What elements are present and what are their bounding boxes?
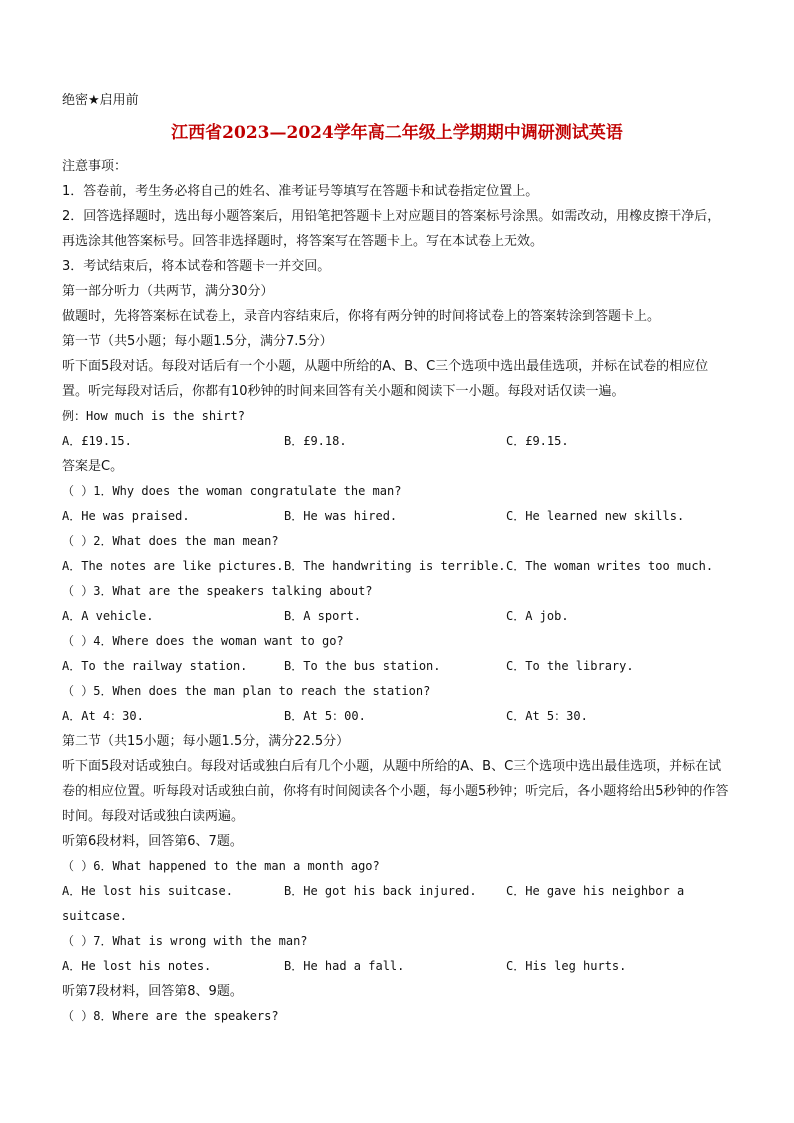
question-8: （ ）8．Where are the speakers?	[62, 1009, 279, 1023]
q6-option-c-continued: suitcase.	[62, 909, 128, 923]
section2-instruction: 听下面5段对话或独白。每段对话或独白后有几个小题，从题中所给的A、B、C三个选项中选出最佳选项，并标在试卷的相应位置。听每段对话或独白前，你将有时间阅读各个小题，每小题5秒钟；听完后，各小题将给出5秒钟的作答时间。每段对话或独白读两遍。	[62, 759, 729, 824]
q3-option-a: A．A vehicle.	[62, 609, 154, 623]
question-2-options	[62, 554, 732, 579]
q2-option-c: C．The woman writes too much.	[506, 559, 714, 573]
q4-option-a: A．To the railway station.	[62, 659, 248, 673]
part1-heading: 第一部分听力（共两节，满分30分）	[62, 284, 274, 299]
section1-heading: 第一节（共5小题；每小题1.5分，满分7.5分）	[62, 334, 333, 349]
q3-option-c: C．A job.	[506, 609, 569, 623]
note-item-3: 3．考试结束后，将本试卷和答题卡一并交回。	[62, 259, 331, 274]
q5-option-a: A．At 4：30.	[62, 709, 144, 723]
question-2: （ ）2．What does the man mean?	[62, 534, 279, 548]
q6-option-a: A．He lost his suitcase.	[62, 884, 233, 898]
q3-option-b: B．A sport.	[284, 609, 362, 623]
notes-heading: 注意事项：	[62, 159, 128, 174]
note-item-1: 1．答卷前，考生务必将自己的姓名、准考证号等填写在答题卡和试卷指定位置上。	[62, 184, 539, 199]
material-7-heading: 听第7段材料，回答第8、9题。	[62, 984, 243, 999]
example-option-b: B．£9.18.	[284, 434, 347, 448]
question-1-options	[62, 504, 732, 529]
confidential-mark: 绝密★启用前	[62, 93, 139, 108]
q2-option-b: B．The handwriting is terrible.	[284, 559, 506, 573]
q5-option-c: C．At 5：30.	[506, 709, 588, 723]
q1-option-b: B．He was hired.	[284, 509, 398, 523]
q4-option-b: B．To the bus station.	[284, 659, 441, 673]
q6-option-b: B．He got his back injured.	[284, 884, 477, 898]
example-question: 例：How much is the shirt?	[62, 409, 245, 423]
q5-option-b: B．At 5：00.	[284, 709, 366, 723]
q7-option-c: C．His leg hurts.	[506, 959, 627, 973]
q7-option-b: B．He had a fall.	[284, 959, 405, 973]
example-answer: 答案是C。	[62, 459, 124, 474]
part1-instruction: 做题时，先将答案标在试卷上，录音内容结束后，你将有两分钟的时间将试卷上的答案转涂到答题卡上。	[62, 309, 661, 324]
section1-instruction: 听下面5段对话。每段对话后有一个小题，从题中所给的A、B、C三个选项中选出最佳选项，并标在试卷的相应位置。听完每段对话后，你都有10秒钟的时间来回答有关小题和阅读下一小题。每段对话仅读一遍。	[62, 359, 709, 399]
example-option-c: C．£9.15.	[506, 434, 569, 448]
question-3: （ ）3．What are the speakers talking about?	[62, 584, 373, 598]
section2-heading: 第二节（共15小题；每小题1.5分，满分22.5分）	[62, 734, 350, 749]
material-6-heading: 听第6段材料，回答第6、7题。	[62, 834, 243, 849]
question-3-options	[62, 604, 732, 629]
question-1: （ ）1．Why does the woman congratulate the man?	[62, 484, 402, 498]
question-5: （ ）5．When does the man plan to reach the station?	[62, 684, 431, 698]
q7-option-a: A．He lost his notes.	[62, 959, 212, 973]
note-item-2: 2．回答选择题时，选出每小题答案后，用铅笔把答题卡上对应题目的答案标号涂黑。如需改动，用橡皮擦干净后，再选涂其他答案标号。回答非选择题时，将答案写在答题卡上。写在本试卷上无效。	[62, 209, 721, 249]
question-5-options	[62, 704, 732, 729]
question-7: （ ）7．What is wrong with the man?	[62, 934, 308, 948]
q4-option-c: C．To the library.	[506, 659, 634, 673]
question-6-options	[62, 879, 732, 904]
question-4: （ ）4．Where does the woman want to go?	[62, 634, 344, 648]
q1-option-a: A．He was praised.	[62, 509, 190, 523]
question-6: （ ）6．What happened to the man a month ago?	[62, 859, 380, 873]
question-7-options	[62, 954, 732, 979]
example-options	[62, 429, 732, 454]
question-4-options	[62, 654, 732, 679]
q6-option-c: C．He gave his neighbor a	[506, 884, 685, 898]
exam-title: 江西省2023—2024学年高二年级上学期期中调研测试英语	[171, 123, 623, 143]
q1-option-c: C．He learned new skills.	[506, 509, 685, 523]
q2-option-a: A．The notes are like pictures.	[62, 559, 284, 573]
example-option-a: A．£19.15.	[62, 434, 132, 448]
